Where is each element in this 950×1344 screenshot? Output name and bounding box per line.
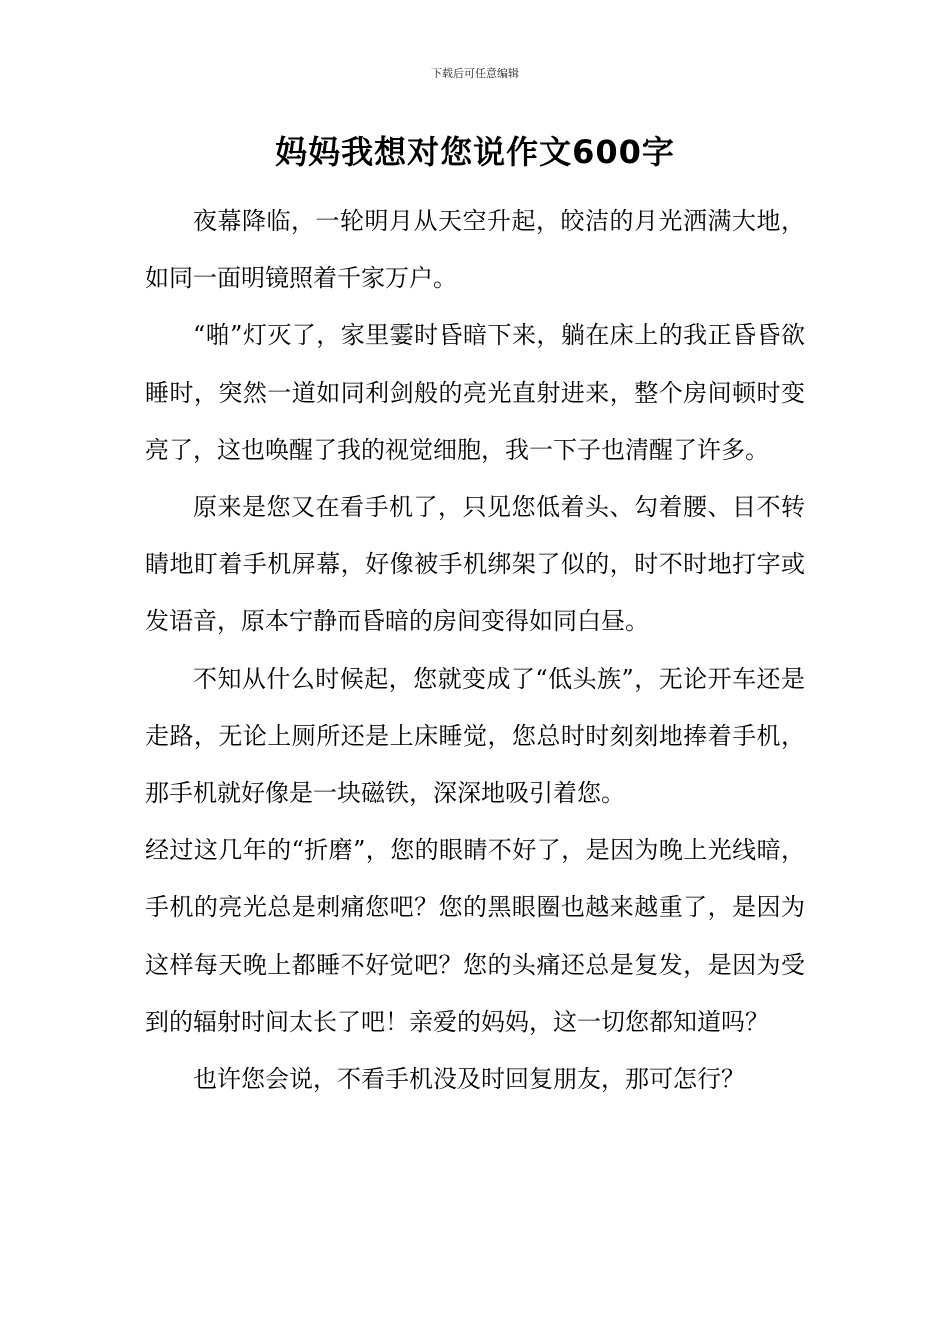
paragraph-5: 经过这几年的“折磨”，您的眼睛不好了，是因为晚上光线暗，手机的亮光总是刺痛您吧？您的黑眼圈也越来越重了，是因为这样每天晚上都睡不好觉吧？您的头痛还总是复发，是因为受到的辐射时间太长了吧！亲爱的妈妈，这一切您都知道吗？ <box>145 836 805 1036</box>
paragraph-4: 不知从什么时候起，您就变成了“低头族”，无论开车还是走路，无论上厕所还是上床睡觉，您总时时刻刻地捧着手机，那手机就好像是一块磁铁，深深地吸引着您。 <box>145 664 805 808</box>
document-title: 妈妈我想对您说作文600字 <box>275 133 675 171</box>
paragraph-3: 原来是您又在看手机了，只见您低着头、勾着腰、目不转睛地盯着手机屏幕，好像被手机绑架了似的，时不时地打字或发语音，原本宁静而昏暗的房间变得如同白昼。 <box>145 493 805 636</box>
paragraph-2: “啪”灯灭了，家里霎时昏暗下来，躺在床上的我正昏昏欲睡时，突然一道如同利剑般的亮光直射进来，整个房间顿时变亮了，这也唤醒了我的视觉细胞，我一下子也清醒了许多。 <box>145 321 805 464</box>
document-body <box>145 193 805 1108</box>
page-header-note: 下载后可任意编辑 <box>431 67 519 80</box>
paragraph-1: 夜幕降临，一轮明月从天空升起，皎洁的月光洒满大地，如同一面明镜照着千家万户。 <box>145 207 805 293</box>
paragraph-6: 也许您会说，不看手机没及时回复朋友，那可怎行？ <box>193 1065 745 1094</box>
